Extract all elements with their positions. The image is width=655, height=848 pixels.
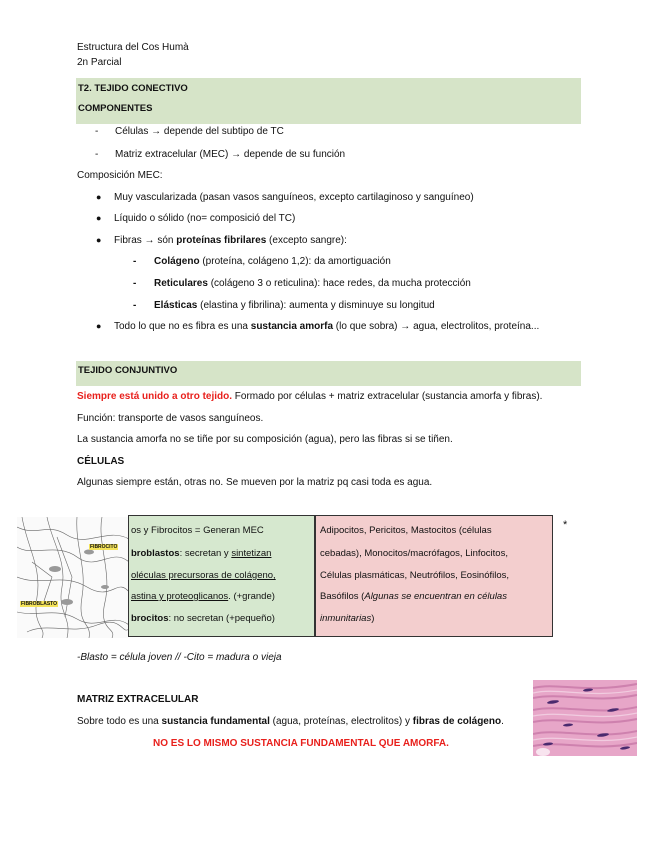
dash-mark: - [95,126,99,137]
table-cell-line [131,591,275,602]
bullet-mark: ● [96,213,102,223]
cell-text: : secretan y [179,548,232,559]
bullet-bold-text: proteínas fibrilares [176,235,267,246]
paragraph: Función: transporte de vasos sanguíneos. [77,413,264,424]
bullet-mark: ● [96,321,102,331]
fibroblast-illustration [17,517,129,638]
cell-text: Basófilos ( [320,591,365,602]
bullet-text: (lo que sobra) → agua, electrolitos, proteína... [333,321,540,332]
cell-bold-text: brocitos [131,613,169,624]
course-title: Estructura del Cos Humà [77,42,189,53]
paragraph-text: (agua, proteínas, electrolitos) y [269,716,413,727]
histology-photo [533,680,637,756]
cell-bold-text: broblastos [131,548,180,559]
fiber-item [133,278,471,289]
bullet-text: (excepto sangre): [266,235,347,246]
bullet-text: Fibras → són [114,235,177,246]
bullet-item [96,213,295,224]
paragraph-bold-text: fibras de colágeno [412,716,502,727]
paragraph-bold-text: sustancia fundamental [161,716,270,727]
cell-text: : no secretan (+pequeño) [168,613,275,624]
cell-text: . (+grande) [228,591,275,602]
paragraph: La sustancia amorfa no se tiñe por su composición (agua), pero las fibras si se tiñen. [77,434,453,445]
asterisk-mark: * [563,519,568,531]
bullet-item [96,192,474,203]
fiber-sketch [17,517,129,638]
bullet-item [96,321,539,332]
fiber-description: (elastina y fibrilina): aumenta y disminuye su longitud [197,300,435,311]
paragraph [77,391,542,402]
highlight-text: Siempre está unido a otro tejido. [77,391,233,402]
warning-text: NO ES LO MISMO SUSTANCIA FUNDAMENTAL QUE AMORFA. [153,738,449,749]
term-label: 2n Parcial [77,57,122,68]
list-item-text: Matriz extracelular (MEC) → depende de su función [115,149,346,160]
subheading-componentes: COMPONENTES [76,99,581,124]
table-cell-text: Adipocitos, Pericitos, Mastocitos (células [320,525,492,536]
bullet-text: Muy vascularizada (pasan vasos sanguíneos, excepto cartilaginoso y sanguíneo) [114,192,474,203]
table-cell-line [320,613,374,624]
list-item [95,149,345,160]
cell-underlined-text: astina y proteoglicanos [131,591,229,602]
dash-mark: - [133,278,137,289]
dash-mark: - [133,300,137,311]
table-cell-resident-cells [128,515,315,637]
cell-underlined-text: sintetizan [231,548,272,559]
figure-label: FIBROCITO [90,544,118,550]
table-cell-line [320,591,507,602]
bullet-mark: ● [96,192,102,202]
table-cell-text: os y Fibrocitos = Generan MEC [131,525,264,536]
fiber-item [133,256,391,267]
table-cell-transient-cells [315,515,553,637]
fiber-description: (proteína, colágeno 1,2): da amortiguación [199,256,391,267]
list-item [95,126,284,137]
subheading-celulas: CÉLULAS [77,456,125,467]
table-cell-line [131,613,275,624]
bullet-text: Todo lo que no es fibra es una [114,321,251,332]
fiber-description: (colágeno 3 o reticulina): hace redes, da mucha protección [207,278,471,289]
fiber-item [133,300,435,311]
bullet-item [96,235,347,246]
composition-label: Composición MEC: [77,170,163,181]
footnote: -Blasto = célula joven // -Cito = madura o vieja [77,652,282,663]
dash-mark: - [95,149,99,160]
bullet-bold-text: sustancia amorfa [250,321,334,332]
paragraph-text: . [501,716,504,727]
cell-italic-text: Algunas se encuentran en células [364,591,507,602]
fiber-name: Colágeno [154,256,200,267]
cells-table [128,515,553,637]
bullet-mark: ● [96,235,102,245]
table-cell-text: Células plasmáticas, Neutrófilos, Eosinófilos, [320,570,510,581]
table-cell-text: oléculas precursoras de colágeno, [131,570,276,581]
table-cell-text: cebadas), Monocitos/macrófagos, Linfocitos, [320,548,508,559]
fiber-name: Reticulares [154,278,208,289]
bullet-text: Líquido o sólido (no= composició del TC) [114,213,296,224]
cell-italic-text: inmunitarias [320,613,372,624]
fiber-name: Elásticas [154,300,198,311]
paragraph-text: Formado por células + matriz extracelular (sustancia amorfa y fibras). [232,391,543,402]
figure-label: FIBROBLASTO [21,601,58,607]
paragraph [77,716,504,727]
section-heading-tejido-conjuntivo: TEJIDO CONJUNTIVO [76,361,581,386]
histology-image [533,680,637,756]
table-cell-line [131,548,271,559]
paragraph-text: Sobre todo es una [77,716,162,727]
cell-text: ) [371,613,375,624]
section-heading-tejido-conectivo: T2. TEJIDO CONECTIVO [76,78,581,99]
paragraph: Algunas siempre están, otras no. Se mueven por la matriz pq casi toda es agua. [77,477,433,488]
list-item-text: Células → depende del subtipo de TC [115,126,284,137]
subheading-matriz-extracelular: MATRIZ EXTRACELULAR [77,694,199,705]
dash-mark: - [133,256,137,267]
